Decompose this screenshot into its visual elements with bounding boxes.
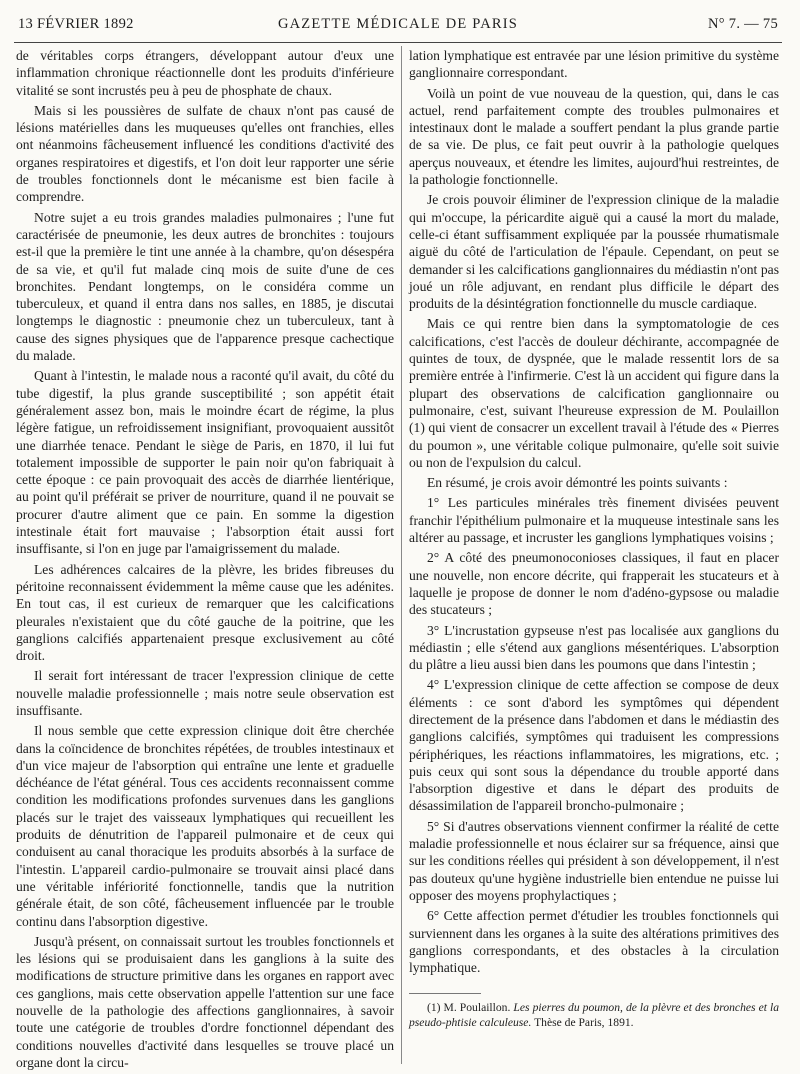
journal-title: GAZETTE MÉDICALE DE PARIS bbox=[277, 16, 519, 32]
footnote-title: Les pierres du poumon, de la plèvre et des bronches et la pseudo-phtisie calculeuse. bbox=[409, 1001, 779, 1030]
right-column bbox=[409, 47, 779, 1033]
footnote-rule bbox=[409, 993, 481, 994]
list-item: 2° A côté des pneumonoconioses classiques, il faut en placer une nouvelle, non encore décrite, qui frapperait les stucateurs et à laquelle je propose de donner le nom d'adéno-gypsose ou maladie des stucateurs ; bbox=[409, 550, 779, 618]
paragraph: Je crois pouvoir éliminer de l'expression clinique de la maladie qui m'occupe, la péricardite aiguë qui a causé la mort du malade, celle-ci étant suffisamment expliquée par la poussée rhumatismale aiguë du côté de l'articulation de l'épaule. Cependant, on peut se demander si les calcifications ganglionnaires du médiastin n'ont pas joué un rôle adjuvant, en rendant plus difficile le départ des produits de la désintégration fonctionnelle du muscle cardiaque. bbox=[409, 192, 779, 312]
paragraph: Quant à l'intestin, le malade nous a raconté qu'il avait, du côté du tube digestif, la plus grande susceptibilité ; son appétit était généralement assez bon, mais le moindre écart de régime, la plus légère fatigue, un refroidissement insignifiant, provoquaient aussitôt une diarrhée tenace. Pendant le siège de Paris, en 1870, il lui fut totalement impossible de supporter le pain noir qu'on fabriquait à cette époque : ce pain provoquait des accès de diarrhée lientérique, au point qu'il préférait se priver de nourriture, quand il ne pouvait se procurer d'autre aliment que ce pain. En somme la digestion intestinale était fort mauvaise ; l'absorption était aussi fort insuffisante, si l'on en juge par l'amaigrissement du malade. bbox=[16, 368, 394, 557]
footnote-mark: (1) M. Poulaillon. bbox=[427, 1001, 511, 1015]
paragraph: de véritables corps étrangers, développant autour d'eux une inflammation chronique réactionnelle dont les produits d'inférieure vitalité se sont incrustés peu à peu de phosphate de chaux. bbox=[16, 48, 394, 98]
left-column bbox=[16, 47, 394, 1074]
issue-date: 13 FÉVRIER 1892 bbox=[18, 16, 134, 32]
paragraph: lation lymphatique est entravée par une lésion primitive du système ganglionnaire correspondant. bbox=[409, 48, 779, 81]
paragraph: Voilà un point de vue nouveau de la question, qui, dans le cas actuel, rend parfaitement compte des troubles pulmonaires et intestinaux dont le malade a souffert pendant la plus grande partie de sa vie. De plus, ce fait peut ouvrir à la pathologie quelques aperçus nouveaux, et étendre les limites, aujourd'hui restreintes, de la pathologie fonctionnelle. bbox=[409, 85, 779, 188]
paragraph: Les adhérences calcaires de la plèvre, les brides fibreuses du péritoine reconnaissent évidemment la même cause que les adénites. En tout cas, il est curieux de remarquer que les calcifications pleurales n'existaient que du côté gauche de la poitrine, que les ganglions calcifiés appartenaient presque exclusivement au côté droit. bbox=[16, 561, 394, 664]
list-item: 5° Si d'autres observations viennent confirmer la réalité de cette maladie professionnelle et nous éclairer sur sa fréquence, ainsi que sur les conditions réelles qui président à son développement, il n'est pas douteux qu'une hygiène industrielle bien entendue ne puisse lui opposer des moyens prophylactiques ; bbox=[409, 818, 779, 903]
footnote bbox=[409, 1000, 779, 1030]
paragraph: Il nous semble que cette expression clinique doit être cherchée dans la coïncidence de bronchites répétées, de troubles intestinaux et d'un vice majeur de l'absorption qui entraîne une lente et graduelle déchéance de l'état général. Tous ces accidents reconnaissent comme condition les modifications profondes survenues dans les ganglions placés sur le trajet des vaisseaux lymphatiques qui recueillent les produits de dénutrition de l'appareil pulmonaire et de ceux qui conduisent au canal thoracique les produits absorbés à la surface de l'intestin. L'appareil cardio-pulmonaire se trouvait ainsi placé dans une véritable infériorité fonctionnelle, tandis que la nutrition générale était, de son côté, fâcheusement influencée par le trouble continu dans l'absorption digestive. bbox=[16, 723, 394, 929]
paragraph: Notre sujet a eu trois grandes maladies pulmonaires ; l'une fut caractérisée de pneumonie, les deux autres de bronchites : toujours est-il que la première le tint une année à la chambre, qu'on désespéra de sa vie, et qu'il fut malade cinq mois de suite d'une de ces bronchites. Pendant longtemps, on le considéra comme un tuberculeux, et quand il entra dans nos salles, en 1885, je discutai longtemps le diagnostic : pneumonie chez un tuberculeux, tant à cause des signes physiques que de l'apparence presque cachectique du malade. bbox=[16, 209, 394, 364]
paragraph: Jusqu'à présent, on connaissait surtout les troubles fonctionnels et les lésions qui se produisaient dans les ganglions à la suite des modifications de structure primitive dans les organes en rapport avec ces ganglions, mais cette observation appelle l'attention sur une face nouvelle de la pathologie des affections ganglionnaires, à savoir toute une catégorie de troubles d'ordre fonctionnel dépendant des conditions nouvelles d'activité dans lesquelles se trouve placé un organe dont la circu- bbox=[16, 933, 394, 1070]
paragraph: Mais ce qui rentre bien dans la symptomatologie de ces calcifications, c'est l'accès de douleur déchirante, accompagnée de quintes de toux, de dyspnée, que le malade ressentit lors de sa première entrée à l'infirmerie. C'est là un accident qui figure dans la plupart des observations de calcification ganglionnaire ou pulmonaire, c'est, suivant l'heureuse expression de M. Poulaillon (1) qui vient de consacrer un excellent travail à l'étude des « Pierres du poumon », une véritable colique pulmonaire, qu'elle soit suivie ou non de l'expulsion du calcul. bbox=[409, 316, 779, 470]
paragraph: Mais si les poussières de sulfate de chaux n'ont pas causé de lésions matérielles dans les muqueuses qu'elles ont franchies, elles ont néanmoins fâcheusement influencé les conditions d'activité des organes respiratoires et digestifs, et l'on doit leur rapporter une série de troubles fonctionnels dont le mécanisme est bien facile à comprendre. bbox=[16, 102, 394, 205]
list-item: 3° L'incrustation gypseuse n'est pas localisée aux ganglions du médiastin ; elle s'étend aux ganglions mésentériques. L'absorption du plâtre a lieu aussi bien dans les poumons que dans l'intestin ; bbox=[409, 622, 779, 673]
page-header bbox=[18, 16, 778, 38]
paragraph: En résumé, je crois avoir démontré les points suivants : bbox=[427, 475, 728, 491]
list-item: 1° Les particules minérales très finement divisées peuvent franchir l'épithélium pulmonaire et la muqueuse intestinale sans les altérer au passage, et incruster les ganglions lymphatiques voisins ; bbox=[409, 495, 779, 546]
column-divider bbox=[401, 46, 402, 1064]
page-number: N° 7. — 75 bbox=[707, 16, 778, 32]
paragraph: Il serait fort intéressant de tracer l'expression clinique de cette nouvelle maladie professionnelle ; mais notre seule observation est insuffisante. bbox=[16, 668, 394, 718]
list-item: 6° Cette affection permet d'étudier les troubles fonctionnels qui surviennent dans les organes à la suite des altérations primitives des ganglions correspondants, et des obstacles à la circulation lymphatique. bbox=[409, 908, 779, 976]
header-rule bbox=[14, 42, 782, 43]
list-item: 4° L'expression clinique de cette affection se compose de deux éléments : ce sont d'abord les symptômes qui dépendent directement de la présence dans l'abdomen et dans le médiastin des ganglions calcifiés, symptômes qui traduisent les compressions périphériques, les réactions inflammatoires, les migrations, etc. ; puis ceux qui sont sous la dépendance du trouble apporté dans l'absorption digestive et dans le départ des produits de désassimilation de l'appareil broncho-pulmonaire ; bbox=[409, 677, 779, 814]
footnote-source: Thèse de Paris, 1891. bbox=[534, 1016, 634, 1030]
